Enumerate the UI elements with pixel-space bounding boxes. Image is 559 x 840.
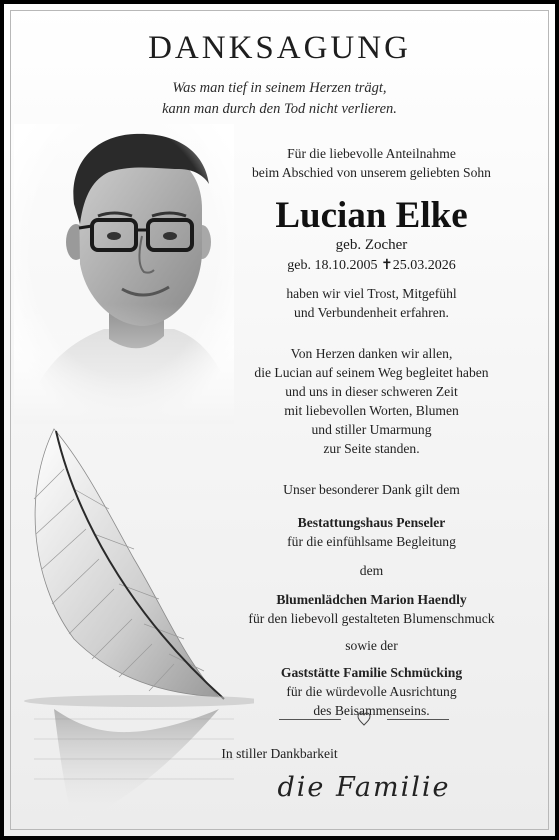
divider [279, 711, 449, 727]
florist: Blumenlädchen Marion Haendly [276, 592, 467, 607]
closing-text: In stiller Dankbarkeit [221, 746, 338, 761]
funeral-home: Bestattungshaus Penseler [297, 515, 446, 530]
death-date: 25.03.2026 [392, 258, 456, 273]
motto [4, 78, 555, 120]
florist-note: für den liebevoll gestalteten Blumenschmuck [248, 611, 495, 626]
birth-date: geb. 18.10.2005 [287, 258, 378, 273]
received-line: haben wir viel Trost, Mitgefühl [286, 286, 457, 301]
restaurant-note: des Beisammenseins. [313, 703, 430, 718]
connector: sowie der [345, 638, 398, 653]
restaurant: Gaststätte Familie Schmücking [280, 665, 463, 680]
motto-line: Was man tief in seinem Herzen trägt, [172, 80, 387, 96]
intro-line: beim Abschied von unserem geliebten Sohn [252, 165, 491, 180]
thanks-line: Von Herzen danken wir allen, [290, 346, 453, 361]
portrait-photo [14, 124, 234, 424]
thanks-line: und stiller Umarmung [311, 422, 432, 437]
special-intro: Unser besonderer Dank gilt dem [283, 482, 460, 497]
thanks-line: zur Seite standen. [323, 441, 420, 456]
received-line: und Verbundenheit erfahren. [294, 305, 449, 320]
obituary-card [4, 4, 555, 836]
divider-rule [387, 719, 449, 720]
deceased-name: Lucian Elke [275, 195, 468, 236]
signature: die Familie [277, 772, 451, 803]
intro-line: Für die liebevolle Anteilnahme [287, 146, 456, 161]
divider-rule [279, 719, 341, 720]
thanks-line: und uns in dieser schweren Zeit [285, 384, 458, 399]
heart-icon [357, 711, 371, 727]
thanks-line: mit liebevollen Worten, Blumen [284, 403, 459, 418]
restaurant-note: für die würdevolle Ausrichtung [286, 684, 457, 699]
motto-line: kann man durch den Tod nicht verlieren. [162, 101, 397, 117]
funeral-home-note: für die einfühlsame Begleitung [287, 534, 456, 549]
thanks-line: die Lucian auf seinem Weg begleitet haben [254, 365, 489, 380]
heading: DANKSAGUNG [148, 30, 411, 66]
life-dates [214, 256, 529, 276]
maiden-name: geb. Zocher [335, 237, 408, 253]
main-text [214, 144, 529, 720]
cross-icon: ✝ [380, 258, 393, 273]
connector: dem [359, 563, 384, 578]
